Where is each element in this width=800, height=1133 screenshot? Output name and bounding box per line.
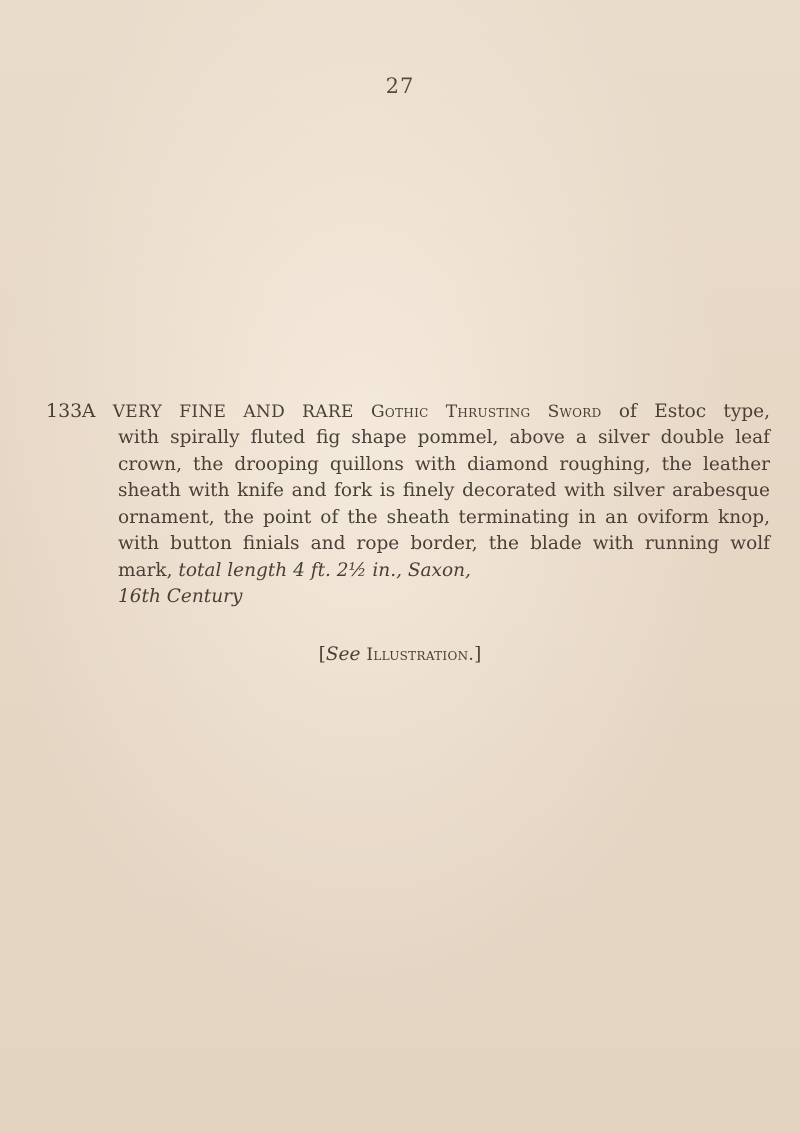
lot-first-line-rest: of Estoc type,	[618, 401, 770, 422]
see-word: See	[325, 644, 361, 665]
see-illustration-reference	[0, 644, 800, 665]
see-close-bracket: ]	[474, 644, 482, 665]
lot-title: Gothic Thrusting Sword	[371, 402, 602, 422]
illustration-word: Illustration.	[366, 645, 475, 665]
page-number: 27	[385, 74, 415, 98]
lot-description	[118, 425, 770, 611]
lot-length-text: total length 4 ft. 2½ in., Saxon,	[178, 559, 471, 581]
lot-first-line	[82, 398, 770, 426]
lot-lead-caps: VERY FINE AND RARE	[112, 402, 354, 422]
see-open-bracket: [	[318, 644, 326, 665]
lot-body-text: with spirally fluted fig shape pommel, above a silver double leaf crown, the drooping quillons with diamond roughing, the leather sheath with knife and fork is finely decorated with silver arabesque ornament, the point of the sheath terminating in an oviform knop, with button finials and rope border, the blade with running wolf mark,	[118, 427, 770, 581]
lot-century: 16th Century	[118, 586, 243, 607]
lot-lead-article: A	[82, 401, 96, 422]
lot-number: 133	[46, 400, 83, 422]
